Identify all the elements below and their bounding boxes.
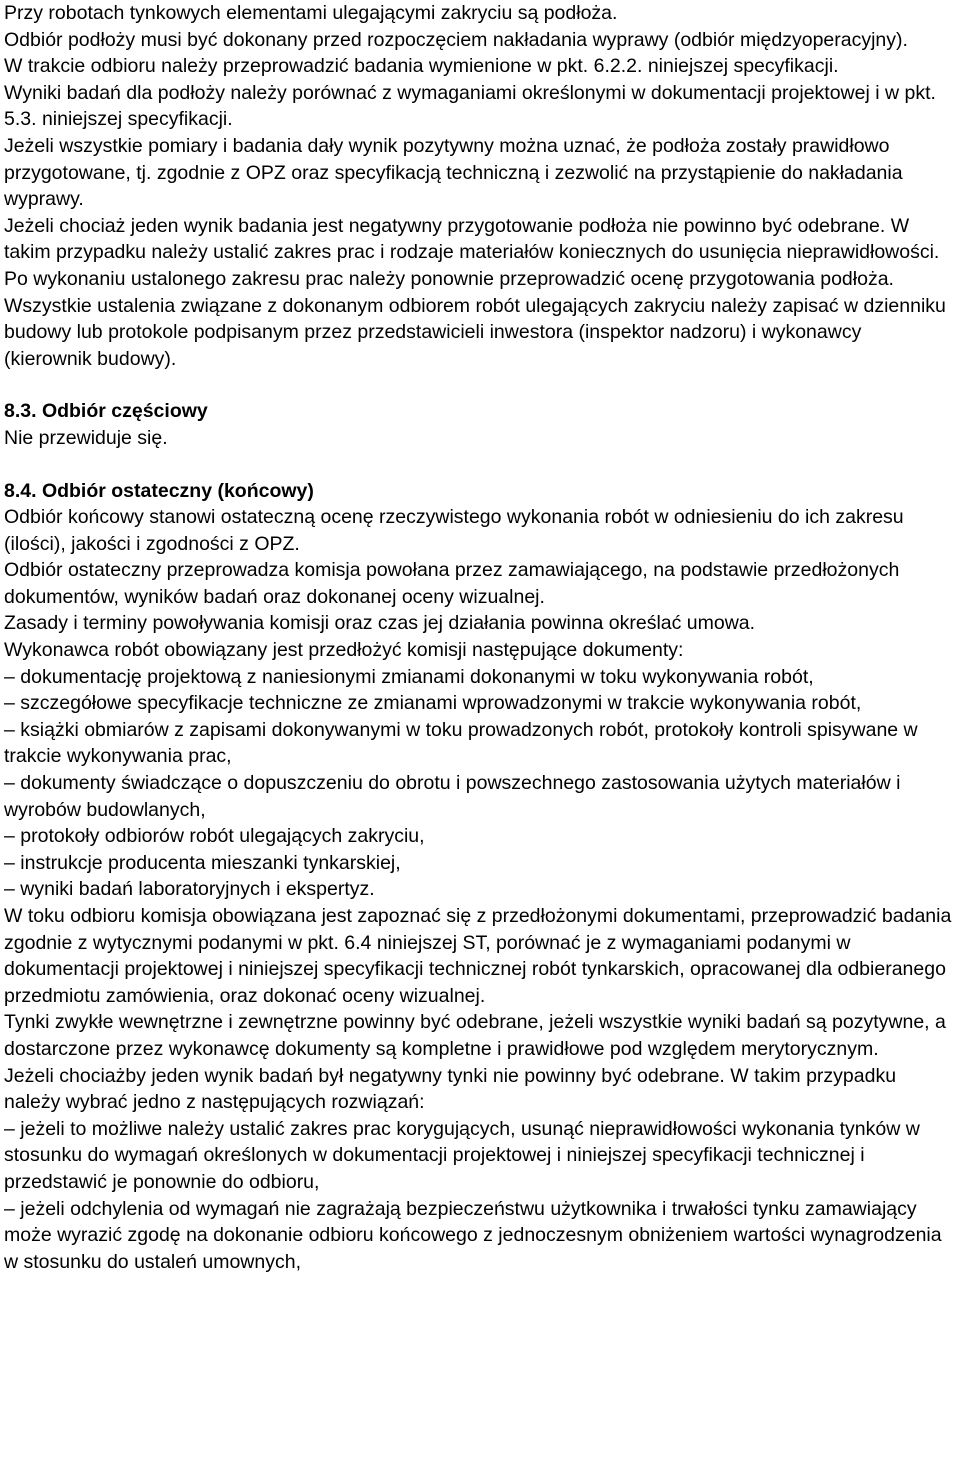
list-item: – protokoły odbiorów robót ulegających zakryciu, — [4, 825, 425, 848]
paragraph-subsurface-elements: Przy robotach tynkowych elementami ulegającymi zakryciu są podłoża. — [4, 2, 618, 24]
paragraph-commission: Odbiór ostateczny przeprowadza komisja powołana przez zamawiającego, na podstawie przedłożonych dokumentów, wyników badań oraz dokonanej oceny wizualnej. — [4, 559, 900, 608]
list-item: – szczegółowe specyfikacje techniczne ze zmianami wprowadzonymi w trakcie wykonywania robót, — [4, 692, 862, 715]
list-item: – dokumentację projektową z naniesionymi zmianami dokonanymi w toku wykonywania robót, — [4, 665, 814, 688]
section-partial-acceptance — [4, 398, 954, 451]
section-heading-8-3: 8.3. Odbiór częściowy — [4, 400, 208, 423]
list-item: – wyniki badań laboratoryjnych i ekspertyz. — [4, 878, 375, 901]
list-item: – instrukcje producenta mieszanki tynkarskiej, — [4, 851, 401, 874]
paragraph-subsurface-acceptance: Odbiór podłoży musi być dokonany przed rozpoczęciem nakładania wyprawy (odbiór międzyoperacyjny). — [4, 28, 908, 51]
inspection-subsurface-block — [4, 0, 954, 372]
paragraph-commission-rules: Zasady i terminy powoływania komisji oraz czas jej działania powinna określać umowa. — [4, 612, 756, 635]
options-list — [4, 1116, 954, 1276]
list-item: – książki obmiarów z zapisami dokonywanymi w toku prowadzonych robót, protokoły kontroli spisywane w trakcie wykonywania prac, — [4, 718, 918, 768]
paragraph-tests-reference: W trakcie odbioru należy przeprowadzić badania wymienione w pkt. 6.2.2. niniejszej specyfikacji. — [4, 55, 839, 78]
list-item: – jeżeli to możliwe należy ustalić zakres prac korygujących, usunąć nieprawidłowości wykonania tynków w stosunku do wymagań określonych w dokumentacji projektowej i niniejszej specyfikacji technicznej i przedstawić je ponownie do odbioru, — [4, 1117, 920, 1193]
paragraph-test-results: Wyniki badań dla podłoży należy porównać z wymaganiami określonymi w dokumentacji projektowej i w pkt. 5.3. niniejszej specyfikacji. — [4, 81, 936, 131]
paragraph-not-applicable: Nie przewiduje się. — [4, 426, 168, 449]
paragraph-documents-intro: Wykonawca robót obowiązany jest przedłożyć komisji następujące dokumenty: — [4, 639, 684, 662]
list-item: – dokumenty świadczące o dopuszczeniu do obrotu i powszechnego zastosowania użytych materiałów i wyrobów budowlanych, — [4, 772, 901, 821]
paragraph-commission-review: W toku odbioru komisja obowiązana jest zapoznać się z przedłożonymi dokumentami, przeprowadzić badania zgodnie z wytycznymi podanymi w pkt. 6.4 niniejszej ST, porównać je z wymaganiami podanymi w dokumentacji projektowej i niniejszej specyfikacji technicznej robót tynkarskich, opracowanej dla odbieranego przedmiotu zamówienia, oraz dokonać oceny wizualnej. — [4, 905, 952, 1007]
list-item: – jeżeli odchylenia od wymagań nie zagrażają bezpieczeństwu użytkownika i trwałości tynku zamawiający może wyrazić zgodę na dokonanie odbioru końcowego z jednoczesnym obniżeniem wartości wynagrodzenia w stosunku do ustaleń umownych, — [4, 1197, 942, 1273]
paragraph-rejection: Jeżeli chociażby jeden wynik badań był negatywny tynki nie powinny być odebrane. W takim przypadku należy wybrać jedno z następujących rozwiązań: — [4, 1064, 897, 1114]
paragraph-acceptance-conditions: Tynki zwykłe wewnętrzne i zewnętrzne powinny być odebrane, jeżeli wszystkie wyniki badań są pozytywne, a dostarczone przez wykonawcę dokumenty są kompletne i prawidłowe pod względem merytorycznym. — [4, 1011, 946, 1060]
paragraph-negative-results: Jeżeli chociaż jeden wynik badania jest negatywny przygotowanie podłoża nie powinno być odebrane. W takim przypadku należy ustalić zakres prac i rodzaje materiałów koniecznych do usunięcia nieprawidłowości. Po wykonaniu ustalonego zakresu prac należy ponownie przeprowadzić ocenę przygotowania podłoża. — [4, 214, 940, 290]
documents-list — [4, 664, 954, 903]
section-heading-8-4: 8.4. Odbiór ostateczny (końcowy) — [4, 479, 314, 502]
paragraph-positive-results: Jeżeli wszystkie pomiary i badania dały wynik pozytywny można uznać, że podłoża zostały prawidłowo przygotowane, tj. zgodnie z OPZ oraz specyfikacją techniczną i zezwolić na przystąpienie do nakładania wyprawy. — [4, 134, 903, 211]
section-final-acceptance — [4, 478, 954, 1276]
paragraph-final-assessment: Odbiór końcowy stanowi ostateczną ocenę rzeczywistego wykonania robót w odniesieniu do ich zakresu (ilości), jakości i zgodności z OPZ. — [4, 506, 904, 555]
paragraph-records: Wszystkie ustalenia związane z dokonanym odbiorem robót ulegających zakryciu należy zapisać w dzienniku budowy lub protokole podpisanym przez przedstawicieli inwestora (inspektor nadzoru) i wykonawcy (kierownik budowy). — [4, 294, 946, 370]
